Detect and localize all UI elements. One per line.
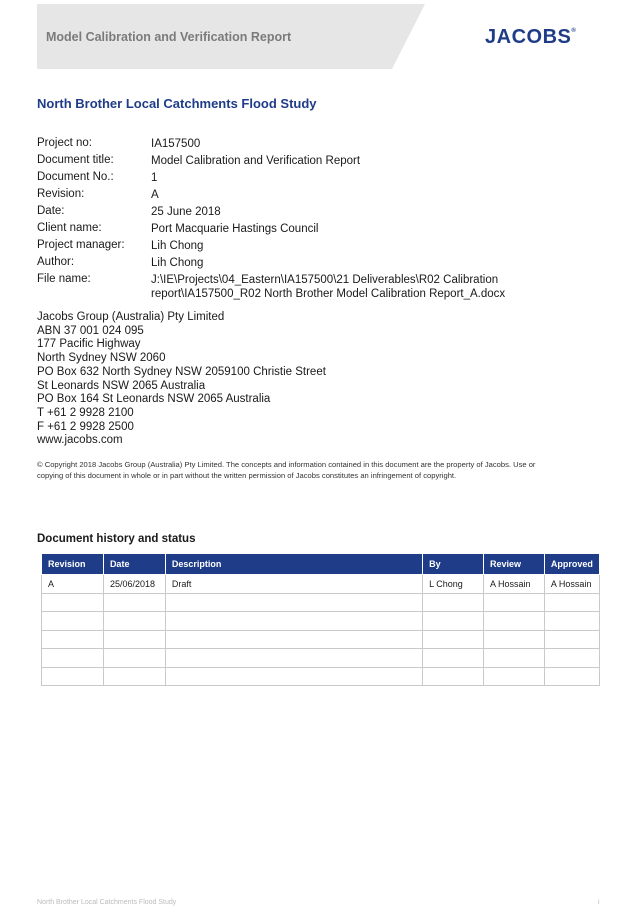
history-title: Document history and status: [37, 533, 196, 545]
table-cell: [165, 593, 422, 612]
table-cell: [423, 630, 484, 649]
col-header-review: Review: [484, 554, 545, 575]
address-line: T +61 2 9928 2100: [37, 406, 134, 419]
table-cell: [42, 593, 104, 612]
document-history-table: [41, 553, 600, 686]
table-cell: A: [42, 575, 104, 594]
meta-revision: Revision: A: [37, 188, 159, 201]
address-line: PO Box 632 North Sydney NSW 2059100 Christie Street: [37, 365, 326, 378]
col-header-revision: Revision: [42, 554, 104, 575]
table-cell: 25/06/2018: [103, 575, 165, 594]
page-number: i: [598, 899, 600, 906]
table-row: [42, 575, 600, 594]
table-row: [42, 593, 600, 612]
table-cell: [42, 649, 104, 668]
address-line: PO Box 164 St Leonards NSW 2065 Australia: [37, 393, 271, 406]
table-cell: [423, 612, 484, 631]
document-title: North Brother Local Catchments Flood Study: [37, 96, 317, 111]
meta-project-no: Project no: IA157500: [37, 137, 201, 150]
meta-client-name: Client name: Port Macquarie Hastings Council: [37, 222, 319, 235]
table-cell: [165, 667, 422, 686]
address-line: St Leonards NSW 2065 Australia: [37, 379, 206, 392]
table-cell: [544, 630, 599, 649]
table-cell: [484, 630, 545, 649]
table-cell: [42, 667, 104, 686]
table-cell: [544, 649, 599, 668]
document-metadata: [37, 135, 531, 301]
table-cell: [423, 649, 484, 668]
address-line: Jacobs Group (Australia) Pty Limited: [37, 311, 225, 323]
table-cell: [165, 630, 422, 649]
address-line: North Sydney NSW 2060: [37, 352, 166, 365]
footer-text: North Brother Local Catchments Flood Study: [37, 899, 177, 906]
header-title: Model Calibration and Verification Report: [46, 30, 292, 44]
table-cell: [103, 593, 165, 612]
meta-project-manager: Project manager: Lih Chong: [37, 239, 204, 252]
copyright-notice: © Copyright 2018 Jacobs Group (Australia) Pty Limited. The concepts and information contained in this document are the property of Jacobs. Use or copying of this document in whole or in part without the written permission of Jacobs constitutes an infringement of copyright.: [37, 460, 536, 480]
meta-date: Date: 25 June 2018: [37, 205, 221, 218]
meta-author: Author: Lih Chong: [37, 256, 204, 269]
table-row: [42, 667, 600, 686]
address-line: ABN 37 001 024 095: [37, 324, 144, 337]
table-header-row: [42, 554, 600, 575]
website-link[interactable]: www.jacobs.com: [37, 434, 123, 447]
table-cell: [42, 612, 104, 631]
table-cell: [165, 649, 422, 668]
table-cell: [544, 667, 599, 686]
table-cell: [165, 612, 422, 631]
table-cell: [484, 593, 545, 612]
table-cell: [103, 649, 165, 668]
col-header-description: Description: [165, 554, 422, 575]
table-cell: [103, 667, 165, 686]
table-row: [42, 630, 600, 649]
table-cell: [484, 612, 545, 631]
meta-document-title: Document title: Model Calibration and Verification Report: [37, 154, 361, 167]
table-row: [42, 612, 600, 631]
jacobs-logo: JACOBS®: [485, 26, 577, 48]
col-header-approved: Approved: [544, 554, 599, 575]
col-header-by: By: [423, 554, 484, 575]
table-row: [42, 649, 600, 668]
table-cell: [484, 667, 545, 686]
table-cell: [484, 649, 545, 668]
meta-document-no: Document No.: 1: [37, 171, 158, 184]
table-cell: [103, 612, 165, 631]
table-cell: [544, 612, 599, 631]
meta-file-name: File name: J:\IE\Projects\04_Eastern\IA157500\21 Deliverables\R02 Calibration report\IA157500_R02 North Brother Model Calibration Report_A.docx: [37, 273, 506, 300]
table-cell: [544, 593, 599, 612]
table-cell: [42, 630, 104, 649]
table-cell: L Chong: [423, 575, 484, 594]
table-cell: A Hossain: [484, 575, 545, 594]
address-line: F +61 2 9928 2500: [37, 420, 134, 433]
table-cell: Draft: [165, 575, 422, 594]
address-line: 177 Pacific Highway: [37, 338, 141, 351]
table-cell: [103, 630, 165, 649]
table-cell: [423, 593, 484, 612]
table-cell: A Hossain: [544, 575, 599, 594]
company-address: [37, 311, 326, 448]
table-cell: [423, 667, 484, 686]
col-header-date: Date: [103, 554, 165, 575]
